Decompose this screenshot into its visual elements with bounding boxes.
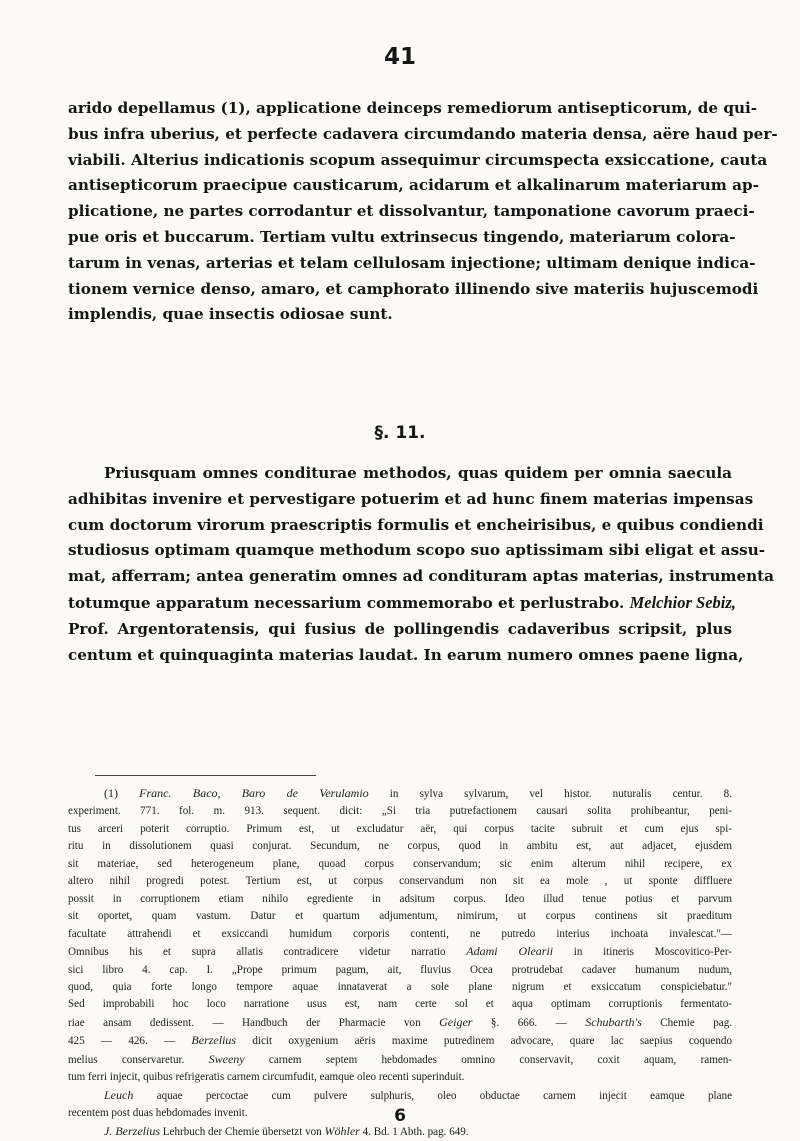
- author-name: Franc. Baco,: [139, 786, 221, 800]
- text-line: mat, afferram; antea generatim omnes ad condituram aptas materias, instrumenta: [68, 567, 775, 586]
- text-line: cum doctorum virorum praescriptis formulis et encheirisibus, e quibus condiendi: [68, 515, 764, 534]
- footnote-line: [68, 1051, 732, 1069]
- text-fragment: riae ansam dedissent. — Handbuch der Pharmacie von: [68, 1016, 440, 1029]
- text-line: implendis, quae insectis odiosae sunt.: [68, 305, 393, 324]
- footnote-line: [68, 943, 732, 961]
- footnote-line: sici libro 4. cap. I. „Prope primum pagum, ait, fluvius Ocea protrudebat cadaver humanum nudum,: [68, 963, 732, 976]
- text-line: [68, 590, 736, 617]
- text-line: antisepticorum praecipue causticarum, acidarum et alkalinarum materiarum ap-: [68, 176, 759, 195]
- text-line: tionem vernice denso, amaro, et camphorato illinendo sive materiis hujuscemodi: [68, 279, 759, 298]
- text-line: tarum in venas, arterias et telam cellulosam injectione; ultimam denique indica-: [68, 253, 756, 272]
- signature-mark: 6: [394, 1106, 406, 1126]
- footnote-line: ritu in dissolutionem quasi conjurat. Secundum, ne corpus, quod in ambitu est, aut adjacet, ejusdem: [68, 840, 732, 853]
- footnote-line: [68, 1032, 732, 1050]
- author-name: J. Berzelius: [104, 1123, 160, 1138]
- footnote-line: possit in corruptionem etiam nihilo egrediente in adsitum corpus. Ideo illud tenue potius et parvum: [68, 892, 732, 905]
- text-fragment: Omnibus his et supra allatis contradicere videtur narratio: [68, 946, 467, 959]
- text-line: adhibitas invenire et pervestigare potuerim et ad hunc finem materias impensas: [68, 489, 754, 508]
- footnote-line: sit oportet, quam vastum. Datur et quartum adjumentum, nimirum, ut corpus continens sit praeditum: [68, 910, 732, 923]
- author-name: Adami Olearii: [466, 944, 554, 959]
- footnote: [68, 785, 732, 1141]
- footnote-line: quod, quia forte longo tempore aquae innataverat a sole plane nigrum et exsiccatum conspiciebatur.": [68, 980, 732, 993]
- text-fragment: §. 666. —: [472, 1016, 586, 1029]
- footnote-line: [68, 785, 732, 803]
- text-fragment: Priusquam omnes conditurae methodos, quas quidem per omnia saecula: [104, 464, 732, 482]
- footnote-line: [68, 1087, 732, 1105]
- text-line: [68, 461, 732, 487]
- footnote-line: recentem post duas hebdomades invenit.: [68, 1107, 248, 1120]
- section-heading: §. 11.: [374, 423, 426, 443]
- author-name: Sweeny: [208, 1051, 245, 1066]
- footnote-line: sit materiae, sed heterogeneum plane, quoad corpus conservandum; sic enim alterum nihil recipere, ex: [68, 857, 732, 870]
- author-name: Wöhler: [324, 1123, 360, 1138]
- footnote-line: tus arceri poterit corruptio. Primum est, ut excludatur aër, qui corpus tacite subruit et cum ejus spi-: [68, 822, 732, 835]
- text-line: studiosus optimam quamque methodum scopo suo aptissimam sibi eligat et assu-: [68, 541, 766, 560]
- text-fragment: totumque apparatum necessarium commemorabo et perlustrabo.: [68, 593, 630, 612]
- footnote-line: Sed improbabili hoc loco narratione usus est, nam certe sol et aqua optimam corruptionis fermentato-: [68, 998, 732, 1011]
- text-fragment: 4. Bd. 1 Abth. pag. 649.: [359, 1125, 469, 1138]
- text-line: Prof. Argentoratensis, qui fusius de pollingendis cadaveribus scripsit, plus: [68, 619, 732, 638]
- page-number: 41: [383, 44, 416, 70]
- footnote-number: (1): [104, 786, 118, 800]
- body-paragraph: [68, 96, 778, 328]
- text-fragment: in itineris Moscovitico-Per-: [553, 946, 732, 959]
- author-name: Baro de Verulamio: [241, 786, 369, 800]
- text-line: pue oris et buccarum. Tertiam vultu extrinsecus tingendo, materiarum colora-: [68, 227, 736, 246]
- footnote-line: facultate attrahendi et exsiccandi humidum corporis contenti, ne putredo interius inchoata invalescat."—: [68, 927, 732, 940]
- text-fragment: dicit oxygenium aëris maxime putredinem advocare, quare lac saepius coquendo: [236, 1035, 732, 1048]
- text-fragment: Chemie pag.: [641, 1016, 733, 1029]
- text-line: viabili. Alterius indicationis scopum assequimur circumspecta exsiccatione, cauta: [68, 150, 768, 169]
- footnote-line: experiment. 771. fol. m. 913. sequent. dicit: „Si tria putrefactionem causari solita prohibeantur, peni-: [68, 805, 732, 818]
- body-paragraph: [68, 461, 775, 668]
- text-fragment: aquae percoctae cum pulvere sulphuris, oleo obductae carnem injecit eamque plane: [133, 1089, 732, 1102]
- text-fragment: 425 — 426. —: [68, 1035, 192, 1048]
- author-name: Leuch: [104, 1087, 134, 1102]
- author-name: Melchior Sebiz,: [629, 592, 736, 612]
- text-line: plicatione, ne partes corrodantur et dissolvantur, tamponatione cavorum praeci-: [68, 202, 755, 221]
- text-fragment: Lehrbuch der Chemie übersetzt von: [160, 1125, 325, 1138]
- footnote-line: [68, 1014, 732, 1032]
- text-fragment: in sylva sylvarum, vel histor. nuturalis centur. 8.: [368, 788, 732, 800]
- text-fragment: melius conservaretur.: [68, 1053, 209, 1066]
- footnote-line: tum ferri injecit, quibus refrigeratis carnem circumfudit, eamque oleo recenti superinduit.: [68, 1071, 465, 1084]
- author-name: Schubarth's: [585, 1014, 642, 1029]
- text-fragment: carnem septem hebdomades omnino conservavit, coxit aquam, ramen-: [244, 1053, 733, 1066]
- footnote-divider: [95, 775, 316, 776]
- text-line: bus infra uberius, et perfecte cadavera circumdando materia densa, aëre haud per-: [68, 124, 778, 143]
- text-line: centum et quinquaginta materias laudat. In earum numero omnes paene ligna,: [68, 645, 744, 664]
- author-name: Geiger: [439, 1014, 473, 1029]
- text-line: arido depellamus (1), applicatione deinceps remediorum antisepticorum, de qui-: [68, 99, 758, 117]
- footnote-line: altero nihil progredi potest. Tertium est, ut corpus conservandum non sit ea mole , ut sponte diffluere: [68, 875, 732, 888]
- author-name: Berzelius: [191, 1033, 237, 1048]
